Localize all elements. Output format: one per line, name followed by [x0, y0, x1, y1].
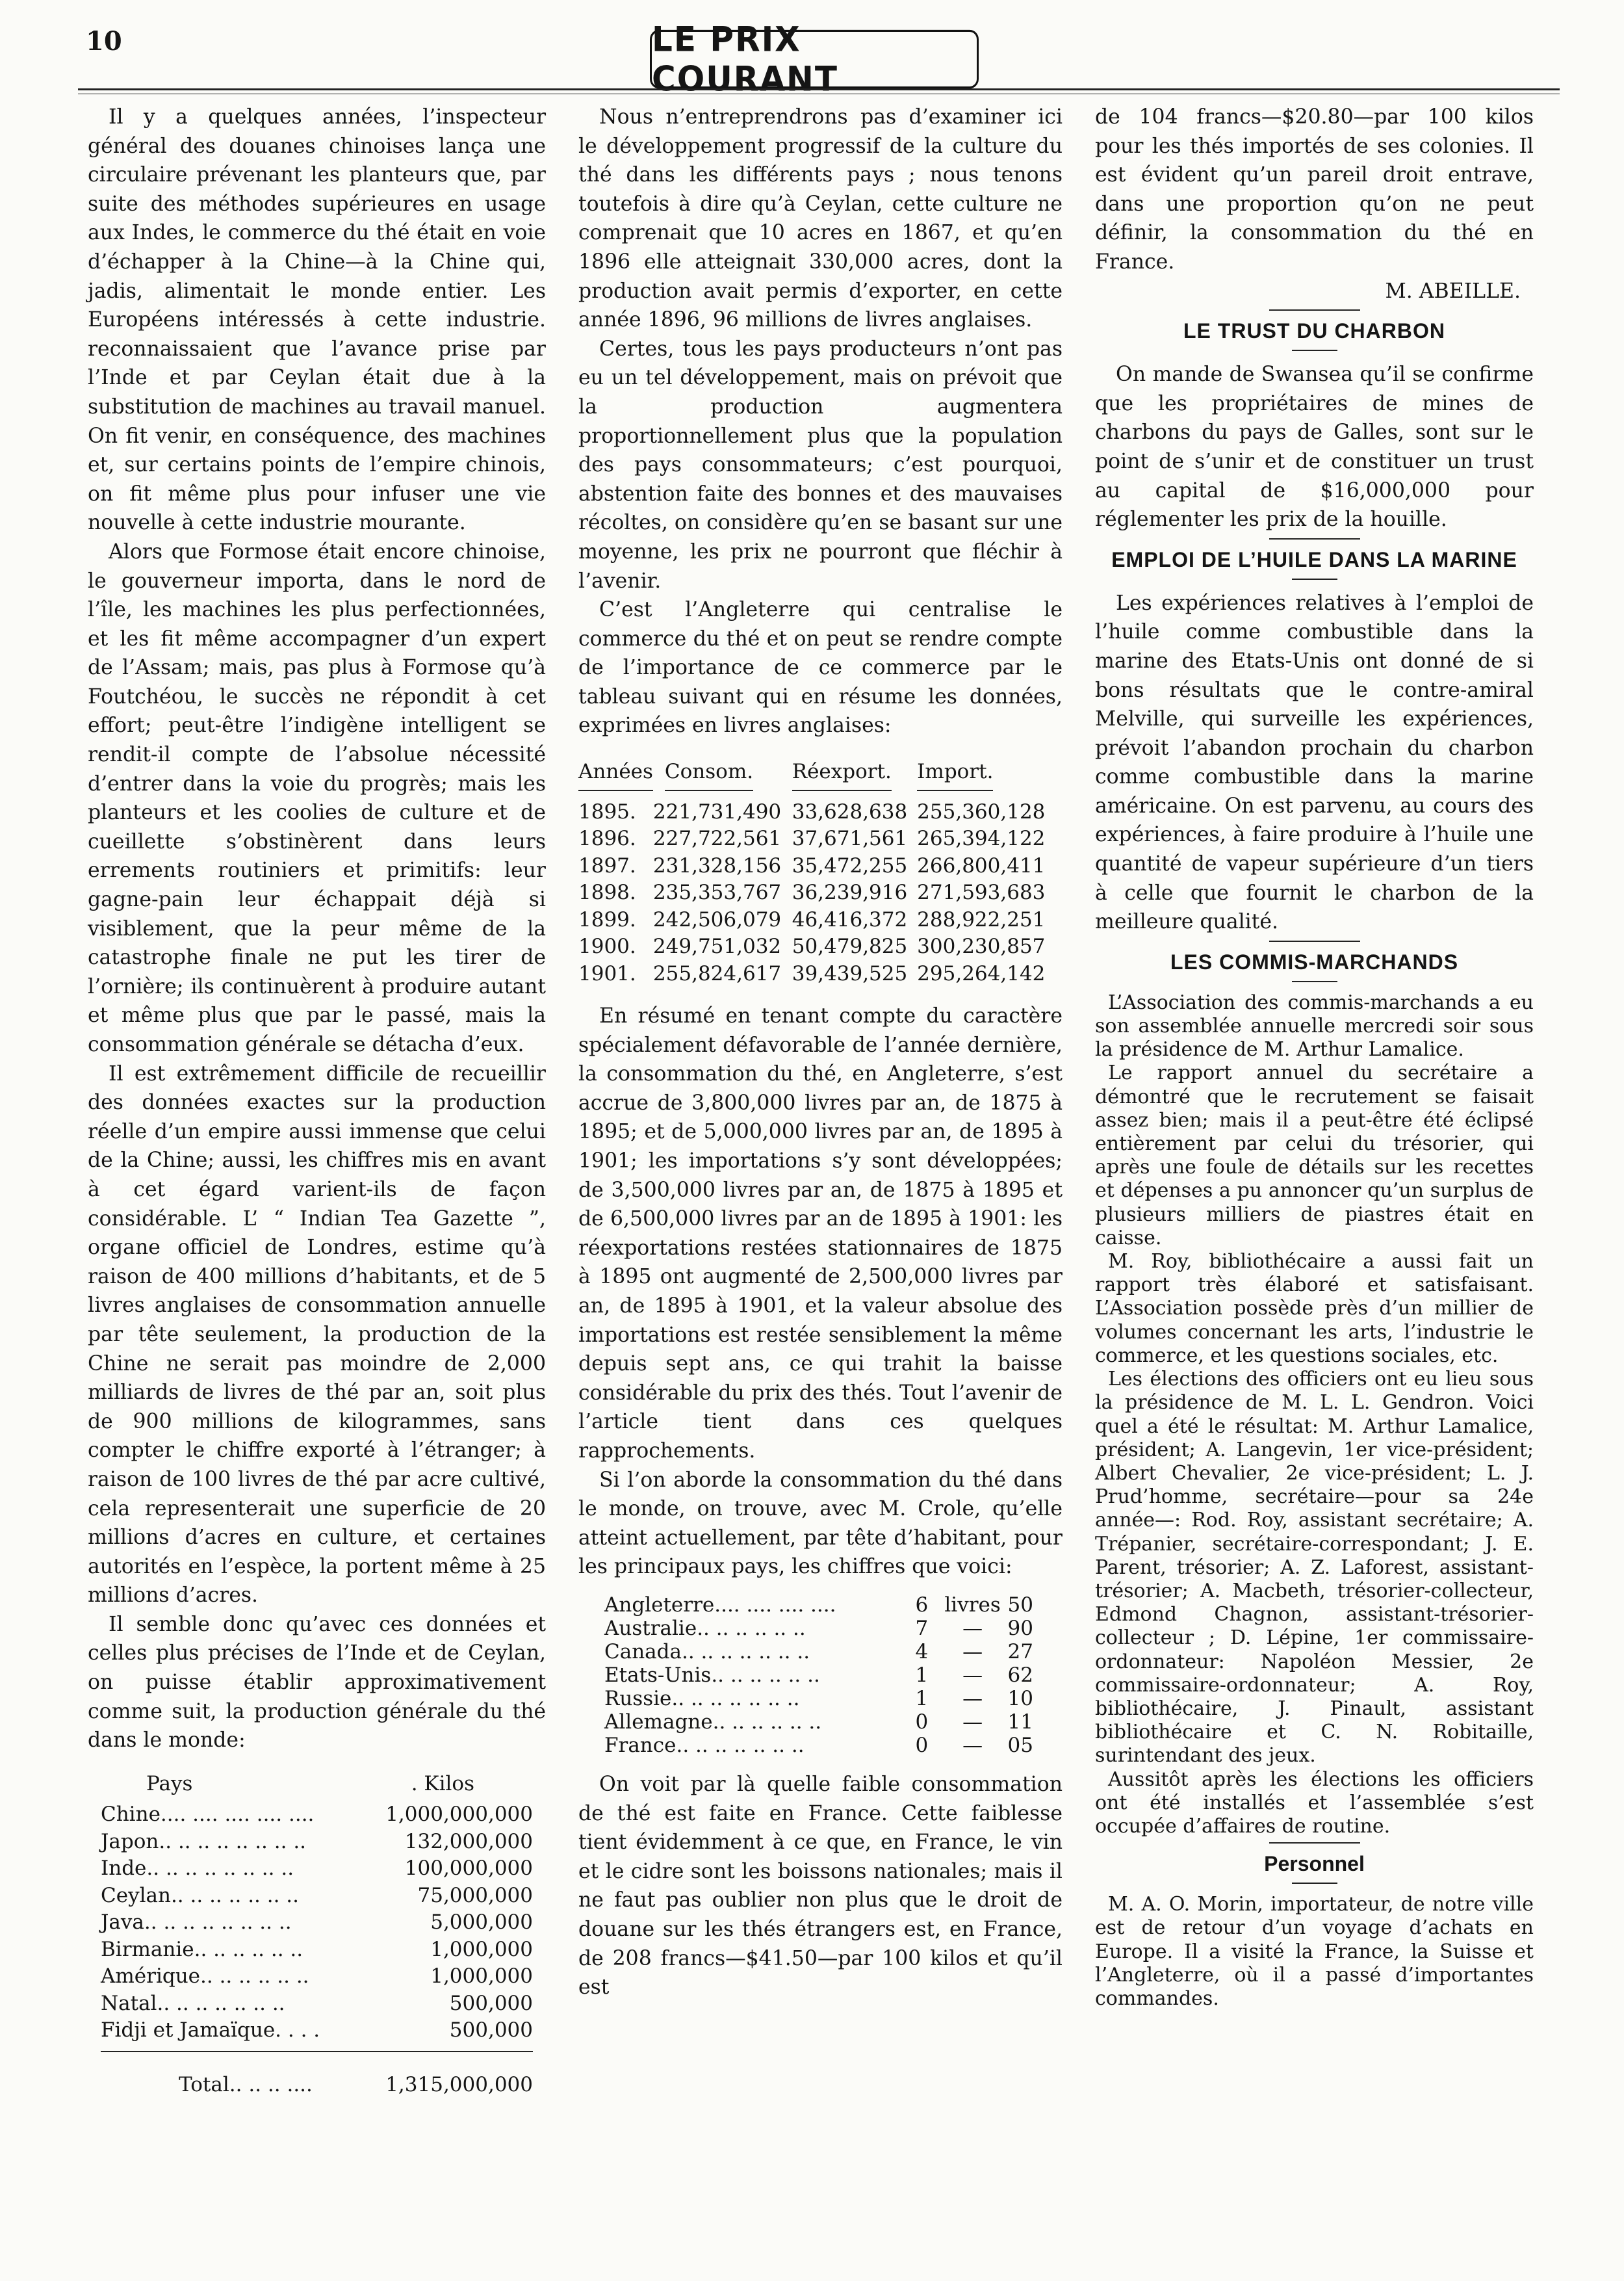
import-cell: 295,264,142	[917, 961, 1046, 985]
table-row	[604, 1687, 1033, 1710]
header-rule	[78, 88, 1560, 90]
fraction-cell: 27	[1007, 1639, 1033, 1663]
country-cell: Japon.. .. .. .. .. .. .. ..	[101, 1829, 307, 1853]
table-row	[101, 1801, 533, 1829]
reexport-cell: 33,628,638	[792, 800, 908, 824]
column-header-import: Import.	[917, 759, 1056, 799]
unit-cell: livres	[944, 1593, 1001, 1617]
paragraph: Il y a quelques années, l’inspecteur général des douanes chinoises lança une circulaire prévenant les planteurs que, par suite des méthodes supérieures en usage aux Indes, le commerce du thé était en voie d’échapper à la Chine—à la Chine qui, jadis, alimentait le monde entier. Les Européens intéressés à cette industrie. reconnaissaient que l’avance prise par l’Inde et par Ceylan était due à la substitution de machines au travail manuel. On fit venir, en conséquence, des machines et, sur certains points de l’empire chinois, on fit même plus pour infuser une vie nouvelle à cette industrie mourante.	[88, 105, 546, 535]
paragraph: Il semble donc qu’avec ces données et celles plus précises de l’Inde et de Ceylan, on puisse établir approximativement comme suit, la production générale du thé dans le monde:	[88, 1612, 546, 1753]
kilos-cell: 1,000,000	[430, 1964, 533, 1988]
column-header-years: Années	[578, 759, 653, 799]
kilos-cell: 5,000,000	[430, 1910, 533, 1935]
table-row	[101, 1936, 533, 1964]
total-value: 1,315,000,000	[385, 2072, 533, 2096]
fraction-cell: 10	[1007, 1686, 1033, 1710]
country-cell: Inde.. .. .. .. .. .. .. ..	[101, 1857, 294, 1881]
table-row	[101, 1883, 533, 1910]
total-label: Total.. .. .. ....	[179, 2072, 313, 2096]
column-header-kilos: . Kilos	[411, 1771, 474, 1795]
table-row	[578, 907, 1056, 934]
masthead-logo: LE PRIX COURANT	[650, 30, 979, 88]
country-cell: Chine.... .... .... .... ....	[101, 1803, 315, 1827]
table-row	[101, 1829, 533, 1856]
year-cell: 1897.	[578, 854, 636, 878]
consumption-cell: 235,353,767	[652, 881, 782, 905]
section-heading: LE TRUST DU CHARBON	[1183, 319, 1445, 343]
kilos-cell: 132,000,000	[404, 1829, 533, 1853]
consumption-cell: 249,751,032	[652, 935, 782, 959]
page-number: 10	[86, 26, 122, 57]
fraction-cell: 62	[1007, 1663, 1033, 1687]
section-heading: LES COMMIS-MARCHANDS	[1170, 950, 1459, 974]
reexport-cell: 39,439,525	[792, 961, 908, 985]
paragraph: Certes, tous les pays producteurs n’ont pas eu un tel développement, mais on prévoit que la production augmentera proportionnellement plus que la population des pays consommateurs; c’est pourquoi, abstention faite des bonnes et des mauvaises récoltes, on considère qu’en se basant sur une moyenne, les prix ne pourront que fléchir à l’avenir.	[578, 337, 1063, 593]
table-row	[604, 1734, 1033, 1757]
paragraph: M. A. O. Morin, importateur, de notre ville est de retour d’un voyage d’achats en Europe. Il a visité la France, la Suisse et l’Angleterre, où il a passé d’importantes commandes.	[1095, 1893, 1534, 2010]
kilos-cell: 100,000,000	[404, 1857, 533, 1881]
total-rule	[101, 2044, 533, 2052]
consumption-cell: 255,824,617	[652, 961, 782, 985]
section-divider	[1292, 1883, 1337, 1884]
table-row	[578, 880, 1056, 907]
column-2	[578, 103, 1063, 2002]
section-heading: Personnel	[1264, 1852, 1365, 1876]
section-heading: EMPLOI DE L’HUILE DANS LA MARINE	[1111, 547, 1517, 571]
article-commis-marchands	[1095, 991, 1534, 1838]
country-cell: Canada.. .. .. .. .. .. ..	[604, 1639, 810, 1663]
section-divider	[1269, 941, 1360, 942]
fraction-cell: 50	[1007, 1593, 1033, 1617]
kilos-cell: 75,000,000	[417, 1883, 533, 1907]
country-cell: Amérique.. .. .. .. .. ..	[101, 1964, 309, 1988]
country-cell: Australie.. .. .. .. .. ..	[604, 1616, 806, 1640]
table-row	[101, 2017, 533, 2044]
table-row	[578, 853, 1056, 880]
table-row	[604, 1663, 1033, 1687]
import-cell: 265,394,122	[917, 827, 1046, 851]
section-divider	[1292, 350, 1337, 351]
import-cell: 255,360,128	[917, 800, 1046, 824]
unit-cell: —	[962, 1663, 983, 1687]
paragraph: Les expériences relatives à l’emploi de l’huile comme combustible dans la marine des Etats-Unis ont donné de si bons résultats que le contre-amiral Melville, qui surveille les expériences, prévoit l’abandon prochain du charbon comme combustible dans la marine américaine. On est parvenu, au cours des expériences, à faire produire à l’huile une quantité de vapeur supérieure d’un tiers à celle que fournit le charbon de la meilleure qualité.	[1095, 591, 1534, 934]
lbs-cell: 1	[915, 1686, 929, 1710]
paragraph: de 104 francs—$20.80—par 100 kilos pour les thés importés de ses colonies. Il est évident qu’un pareil droit entrave, dans une proportion qu’on ne peut définir, la consommation du thé en France.	[1095, 105, 1534, 274]
total-row	[101, 2052, 533, 2099]
column-header-reexport: Réexport.	[792, 759, 917, 799]
country-cell: Angleterre.... .... .... ....	[604, 1593, 836, 1617]
paragraph: L’Association des commis-marchands a eu son assemblée annuelle mercredi soir sous la présidence de M. Arthur Lamalice.	[1095, 991, 1534, 1062]
production-table	[101, 1771, 533, 2099]
paragraph: Si l’on aborde la consommation du thé dans le monde, on trouve, avec M. Crole, qu’elle atteint actuellement, par tête d’habitant, pour les principaux pays, les chiffres que voici:	[578, 1468, 1063, 1579]
lbs-cell: 1	[915, 1663, 929, 1687]
unit-cell: —	[962, 1710, 983, 1734]
fraction-cell: 90	[1007, 1616, 1033, 1640]
column-header-consumption: Consom.	[653, 759, 792, 799]
import-cell: 288,922,251	[917, 907, 1046, 932]
table-row	[604, 1640, 1033, 1663]
country-cell: Allemagne.. .. .. .. .. ..	[604, 1710, 822, 1734]
consumption-cell: 227,722,561	[652, 827, 782, 851]
reexport-cell: 46,416,372	[792, 907, 908, 932]
import-cell: 300,230,857	[917, 935, 1046, 959]
table-row	[101, 1855, 533, 1883]
country-cell: Natal.. .. .. .. .. .. ..	[101, 1991, 285, 2015]
column-header-country: Pays	[146, 1771, 193, 1795]
paragraph: Aussitôt après les élections les officiers ont été installés et l’assemblée s’est occupée d’affaires de routine.	[1095, 1767, 1534, 1838]
year-cell: 1900.	[578, 935, 636, 959]
table-row	[578, 799, 1056, 826]
column-3	[1095, 103, 1534, 2011]
table-row	[101, 1963, 533, 1990]
paragraph: On voit par là quelle faible consommation de thé est faite en France. Cette faiblesse tient évidemment à ce que, en France, le vin et le cidre sont les boissons nationales; mais il ne faut pas oublier non plus que le droit de douane sur les thés étrangers est, en France, de 208 francs—$41.50—par 100 kilos et qu’il est	[578, 1772, 1063, 2000]
section-divider	[1292, 981, 1337, 982]
year-cell: 1895.	[578, 800, 636, 824]
country-cell: Ceylan.. .. .. .. .. .. ..	[101, 1883, 300, 1907]
year-cell: 1898.	[578, 881, 636, 905]
country-cell: Etats-Unis.. .. .. .. .. ..	[604, 1663, 820, 1687]
trade-table	[578, 759, 1056, 987]
country-cell: Java.. .. .. .. .. .. .. ..	[101, 1910, 292, 1935]
lbs-cell: 7	[915, 1616, 929, 1640]
kilos-cell: 500,000	[449, 2018, 533, 2042]
consumption-cell: 221,731,490	[652, 800, 782, 824]
paragraph: C’est l’Angleterre qui centralise le commerce du thé et on peut se rendre compte de l’importance de ce commerce par le tableau suivant qui en résume les données, exprimées en livres anglaises:	[578, 598, 1063, 738]
paragraph: M. Roy, bibliothécaire a aussi fait un rapport très élaboré et satisfaisant. L’Association possède près d’un millier de volumes concernant les arts, l’industrie le commerce, et les questions sociales, etc.	[1095, 1250, 1534, 1367]
reexport-cell: 37,671,561	[792, 827, 908, 851]
paragraph: Nous n’entreprendrons pas d’examiner ici le développement progressif de la culture du thé dans les différents pays ; nous tenons toutefois à dire qu’à Ceylan, cette culture ne comprenait que 10 acres en 1867, et qu’en 1896 elle atteignait 330,000 acres, dont la production avait permis d’exporter, en cette année 1896, 96 millions de livres anglaises.	[578, 105, 1063, 332]
unit-cell: —	[962, 1639, 983, 1663]
table-row	[578, 933, 1056, 961]
country-cell: France.. .. .. .. .. .. ..	[604, 1733, 805, 1757]
table-row	[578, 961, 1056, 988]
lbs-cell: 6	[915, 1593, 929, 1617]
paragraph: Il est extrêmement difficile de recueillir des données exactes sur la production réelle d’un empire aussi immense que celui de la Chine; aussi, les chiffres mis en avant à cet égard varient-ils de façon considérable. L’ “ Indian Tea Gazette ”, organe officiel de Londres, estime qu’à raison de 400 millions d’habitants, et de 5 livres anglaises de consommation annuelle par tête seulement, la production de la Chine ne serait pas moindre de 2,000 milliards de livres de thé par an, soit plus de 900 millions de kilogrammes, sans compter le chiffre exporté à l’étranger; à raison de 100 livres de thé par acre cultivé, cela representerait une superficie de 20 millions d’acres en culture, et certaines autorités en l’espèce, la portent même à 25 millions d’acres.	[88, 1062, 546, 1608]
consumption-table	[604, 1593, 1033, 1757]
table-row	[604, 1593, 1033, 1617]
column-1	[88, 103, 546, 2098]
paragraph: Le rapport annuel du secrétaire a démontré que le recrutement se faisait assez bien; mais il a peut-être été éclipsé entièrement par celui du trésorier, qui après une foule de détails sur les recettes et dépenses a pu annoncer qu’un surplus de plusieurs milliers de piastres était en caisse.	[1095, 1062, 1534, 1249]
unit-cell: —	[962, 1686, 983, 1710]
consumption-cell: 242,506,079	[652, 907, 782, 932]
table-row	[101, 1909, 533, 1936]
year-cell: 1901.	[578, 961, 636, 985]
country-cell: Birmanie.. .. .. .. .. ..	[101, 1937, 303, 1961]
article-personnel	[1095, 1893, 1534, 2011]
year-cell: 1899.	[578, 907, 636, 932]
lbs-cell: 0	[915, 1710, 929, 1734]
table-row	[604, 1617, 1033, 1640]
reexport-cell: 50,479,825	[792, 935, 908, 959]
kilos-cell: 1,000,000,000	[385, 1803, 533, 1827]
paragraph: Alors que Formose était encore chinoise, le gouverneur importa, dans le nord de l’île, les machines les plus perfectionnées, et les fit même accompagner d’un expert de l’Assam; mais, pas plus à Formose qu’à Foutchéou, le succès ne répondit à cet effort; peut-être l’indigène intelligent se rendit-il compte de l’absolue nécessité d’entrer dans la voie du progrès; mais les planteurs et les coolies de culture et de cueillette s’obstinèrent dans leurs errements routiniers et primitifs: leur gagne-pain leur échappait déjà si visiblement, que la peur même de la catastrophe finale ne put les tirer de l’ornière; ils continuèrent à produire autant et même plus que par le passé, mais la consommation générale se détacha d’eux.	[88, 540, 546, 1056]
paragraph: En résumé en tenant compte du caractère spécialement défavorable de l’année dernière, la consommation du thé, en Angleterre, s’est accrue de 3,800,000 livres par an, de 1875 à 1895; et de 5,000,000 livres par an, de 1895 à 1901; les importations s’y sont développées; de 3,500,000 livres par an, de 1875 à 1895 et de 6,500,000 livres par an de 1895 à 1901: les réexportations restées stationnaires de 1875 à 1895 ont augmenté de 2,500,000 livres par an, de 1895 à 1901, et la valeur absolue des importations est restée sensiblement la même depuis sept ans, ce qui trahit la baisse considérable du prix des thés. Tout l’avenir de l’article tient dans ces quelques rapprochements.	[578, 1004, 1063, 1463]
import-cell: 271,593,683	[917, 881, 1046, 905]
unit-cell: —	[962, 1733, 983, 1757]
table-row	[578, 826, 1056, 853]
table-row	[604, 1710, 1033, 1734]
table-row	[101, 1990, 533, 2018]
kilos-cell: 500,000	[449, 1991, 533, 2015]
kilos-cell: 1,000,000	[430, 1937, 533, 1961]
section-divider	[1269, 309, 1360, 311]
country-cell: Russie.. .. .. .. .. .. ..	[604, 1686, 800, 1710]
lbs-cell: 0	[915, 1733, 929, 1757]
country-cell: Fidji et Jamaïque. . . .	[101, 2018, 320, 2042]
section-divider	[1269, 1842, 1360, 1844]
section-divider	[1292, 579, 1337, 580]
lbs-cell: 4	[915, 1639, 929, 1663]
consumption-cell: 231,328,156	[652, 854, 782, 878]
author-signature: M. ABEILLE.	[1385, 279, 1521, 303]
paragraph: Les élections des officiers ont eu lieu sous la présidence de M. L. L. Gendron. Voici quel a été le résultat: M. Arthur Lamalice, président; A. Langevin, 1er vice-président; Albert Chevalier, 2e vice-président; L. J. Prud’homme, secrétaire—pour sa 24e année—: Rod. Roy, assistant secrétaire; A. Trépanier, secrétaire-correspondant; J. E. Parent, trésorier; A. Z. Laforest, assistant-trésorier; A. Macbeth, trésorier-collecteur, Edmond Chagnon, assistant-trésorier-collecteur ; D. Lépine, 1er commissaire-ordonnateur: Napoléon Messier, 2e commissaire-ordonnateur; A. Roy, bibliothécaire, J. Pinault, assistant bibliothécaire et C. N. Robitaille, surintendant des jeux.	[1095, 1368, 1534, 1767]
fraction-cell: 05	[1007, 1733, 1033, 1757]
reexport-cell: 35,472,255	[792, 854, 908, 878]
reexport-cell: 36,239,916	[792, 881, 908, 905]
paragraph: On mande de Swansea qu’il se confirme que les propriétaires de mines de charbons du pays de Galles, sont sur le point de s’unir et de constituer un trust au capital de $16,000,000 pour réglementer les prix de la houille.	[1095, 363, 1534, 532]
fraction-cell: 11	[1007, 1710, 1033, 1734]
import-cell: 266,800,411	[917, 854, 1046, 878]
unit-cell: —	[962, 1616, 983, 1640]
section-divider	[1269, 538, 1360, 540]
year-cell: 1896.	[578, 827, 636, 851]
